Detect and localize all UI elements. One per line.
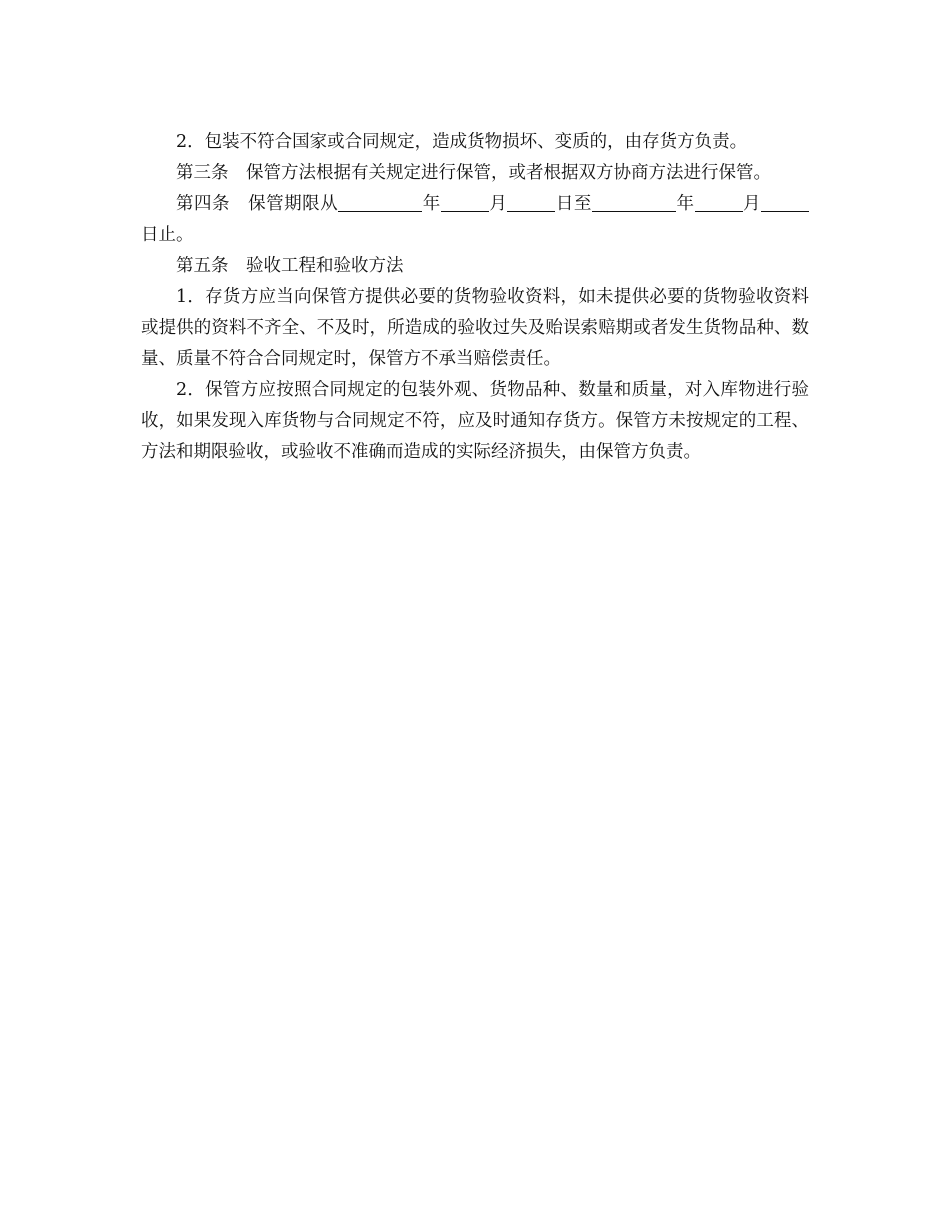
blank-end-day	[761, 194, 809, 213]
label-year-1: 年	[422, 194, 441, 214]
blank-end-month	[695, 194, 743, 213]
paragraph-packaging-liability: 2．包装不符合国家或合同规定，造成货物损坏、变质的，由存货方负责。	[176, 132, 748, 152]
blank-start-day	[507, 194, 555, 213]
label-month-1: 月	[488, 194, 508, 214]
document-body	[141, 127, 809, 468]
blank-start-month	[441, 194, 489, 213]
label-day-end: 日止。	[141, 225, 194, 245]
label-month-2: 月	[742, 194, 762, 214]
article-4-prefix: 第四条 保管期限从	[176, 194, 339, 214]
paragraph-article-4-storage-period	[141, 189, 809, 251]
blank-end-year	[592, 194, 676, 213]
blank-start-year	[338, 194, 422, 213]
label-day-to: 日至	[555, 194, 592, 214]
label-year-2: 年	[675, 194, 695, 214]
paragraph-acceptance-inspection: 2．保管方应按照合同规定的包装外观、货物品种、数量和质量，对入库物进行验收，如果发现入库货物与合同规定不符，应及时通知存货方。保管方未按规定的工程、方法和期限验收，或验收不准确而造成的实际经济损失，由保管方负责。	[141, 380, 809, 462]
paragraph-acceptance-materials: 1．存货方应当向保管方提供必要的货物验收资料，如未提供必要的货物验收资料或提供的资料不齐全、不及时，所造成的验收过失及贻误索赔期或者发生货物品种、数量、质量不符合合同规定时，保管方不承当赔偿责任。	[141, 287, 809, 369]
paragraph-article-5-heading: 第五条 验收工程和验收方法	[176, 256, 404, 276]
paragraph-article-3-storage-method: 第三条 保管方法根据有关规定进行保管，或者根据双方协商方法进行保管。	[176, 163, 771, 183]
